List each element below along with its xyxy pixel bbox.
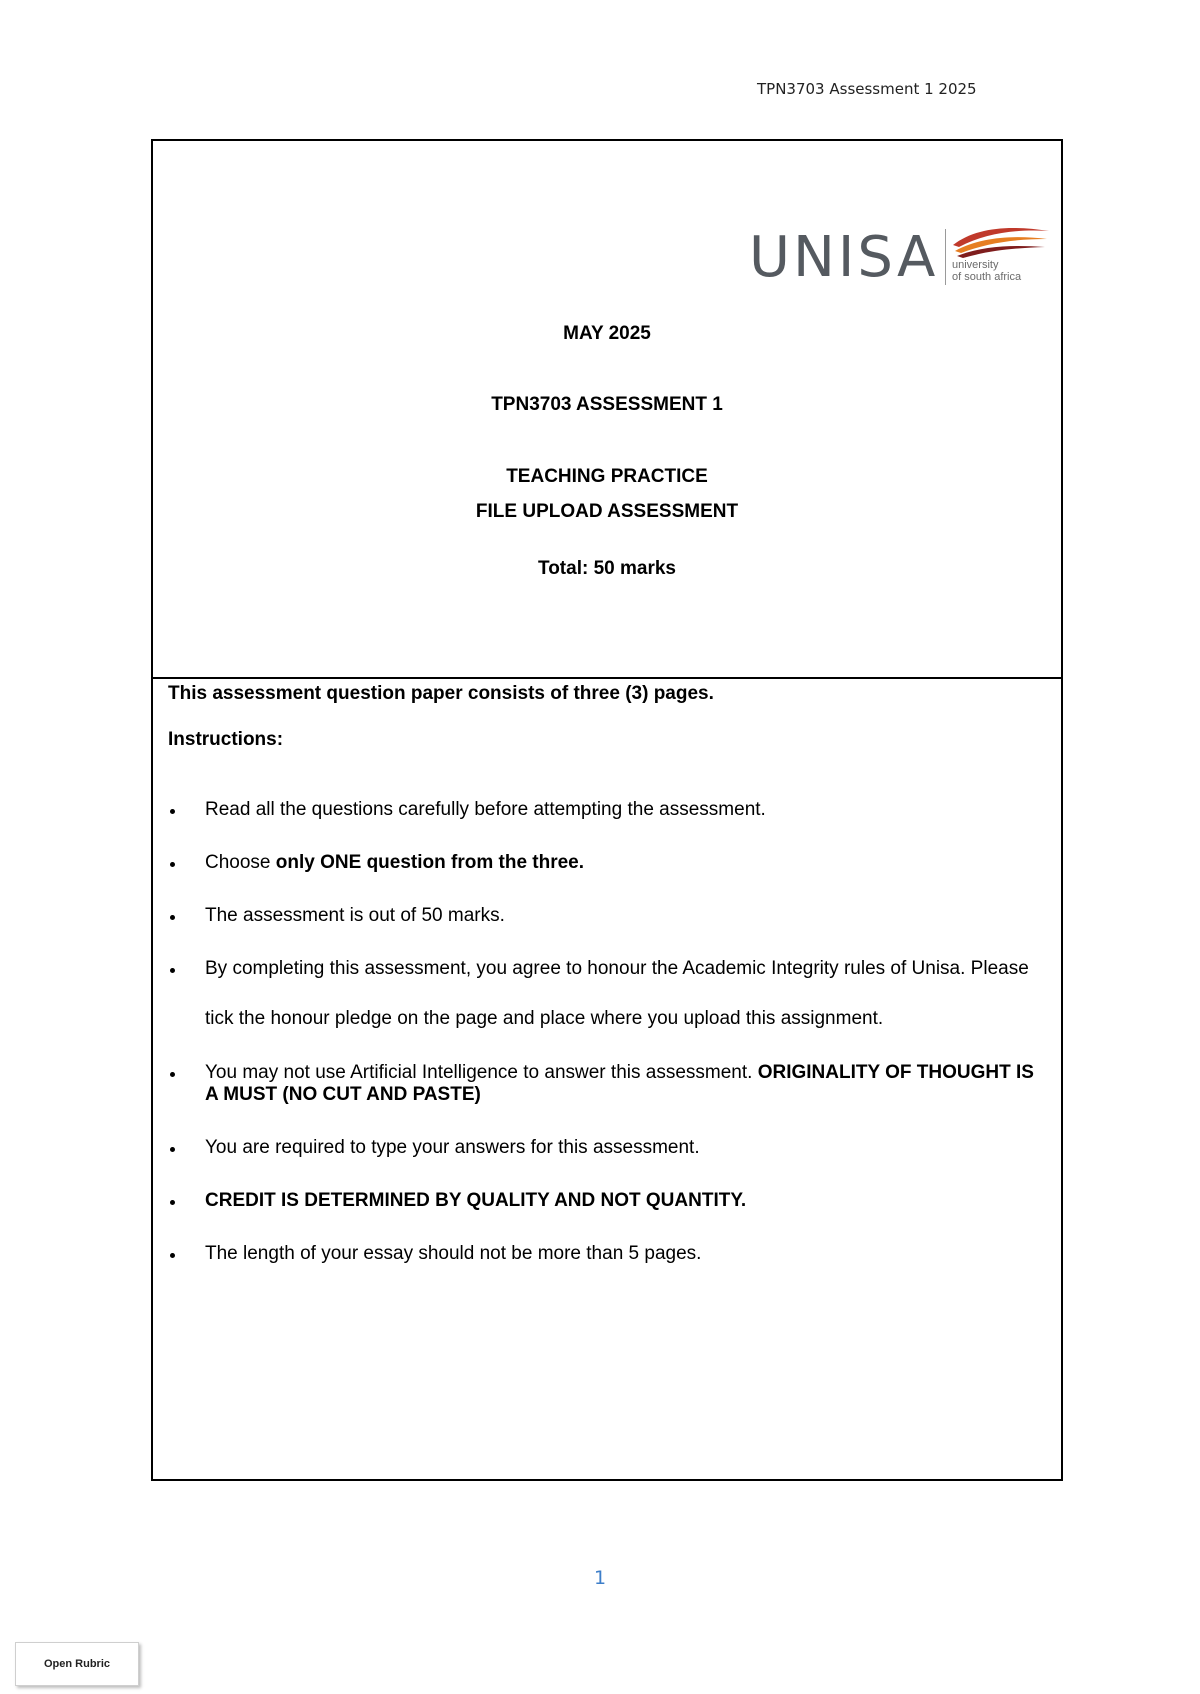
logo-sub-line-1: university (952, 259, 999, 271)
bullet-icon (170, 1253, 175, 1258)
page-number: 1 (593, 1567, 607, 1589)
subject-title: TEACHING PRACTICE (506, 466, 708, 487)
list-item: Read all the questions carefully before attempting the assessment. (168, 799, 1038, 821)
total-marks: Total: 50 marks (538, 558, 676, 579)
list-item: By completing this assessment, you agree to honour the Academic Integrity rules of Unisa. Please tick the honour pledge on the page and place where you upload this assignment. (168, 944, 1038, 1044)
bullet-icon (170, 809, 175, 814)
list-item: You are required to type your answers for this assessment. (168, 1137, 1038, 1159)
list-item: CREDIT IS DETERMINED BY QUALITY AND NOT QUANTITY. (168, 1190, 1038, 1212)
pages-note: This assessment question paper consists of three (3) pages. (168, 683, 714, 704)
bullet-icon (170, 915, 175, 920)
cover-frame (151, 139, 1063, 1481)
bullet-icon (170, 862, 175, 867)
instructions-heading: Instructions: (168, 729, 284, 750)
logo-sub-line-2: of south africa (952, 271, 1022, 283)
open-rubric-button[interactable]: Open Rubric (15, 1642, 139, 1686)
header-reference: TPN3703 Assessment 1 2025 (757, 80, 977, 98)
logo-swoosh-icon (951, 223, 1051, 263)
cover-section (153, 141, 1061, 679)
logo-wordmark: UNISA (749, 225, 939, 290)
instructions-list (168, 799, 1038, 1296)
exam-date: MAY 2025 (563, 323, 651, 344)
assessment-type: FILE UPLOAD ASSESSMENT (475, 501, 739, 522)
list-item: Choose only ONE question from the three. (168, 852, 1038, 874)
list-item: The length of your essay should not be more than 5 pages. (168, 1243, 1038, 1265)
logo-divider (945, 229, 946, 285)
list-item: You may not use Artificial Intelligence to answer this assessment. ORIGINALITY OF THOUGHT IS A MUST (NO CUT AND PASTE) (168, 1062, 1038, 1106)
bullet-icon (170, 968, 175, 973)
logo-subtitle (952, 259, 1021, 283)
bullet-icon (170, 1147, 175, 1152)
unisa-logo (749, 223, 1049, 293)
list-item: The assessment is out of 50 marks. (168, 905, 1038, 927)
bullet-icon (170, 1072, 175, 1077)
bullet-icon (170, 1200, 175, 1205)
assessment-code: TPN3703 ASSESSMENT 1 (491, 394, 723, 415)
